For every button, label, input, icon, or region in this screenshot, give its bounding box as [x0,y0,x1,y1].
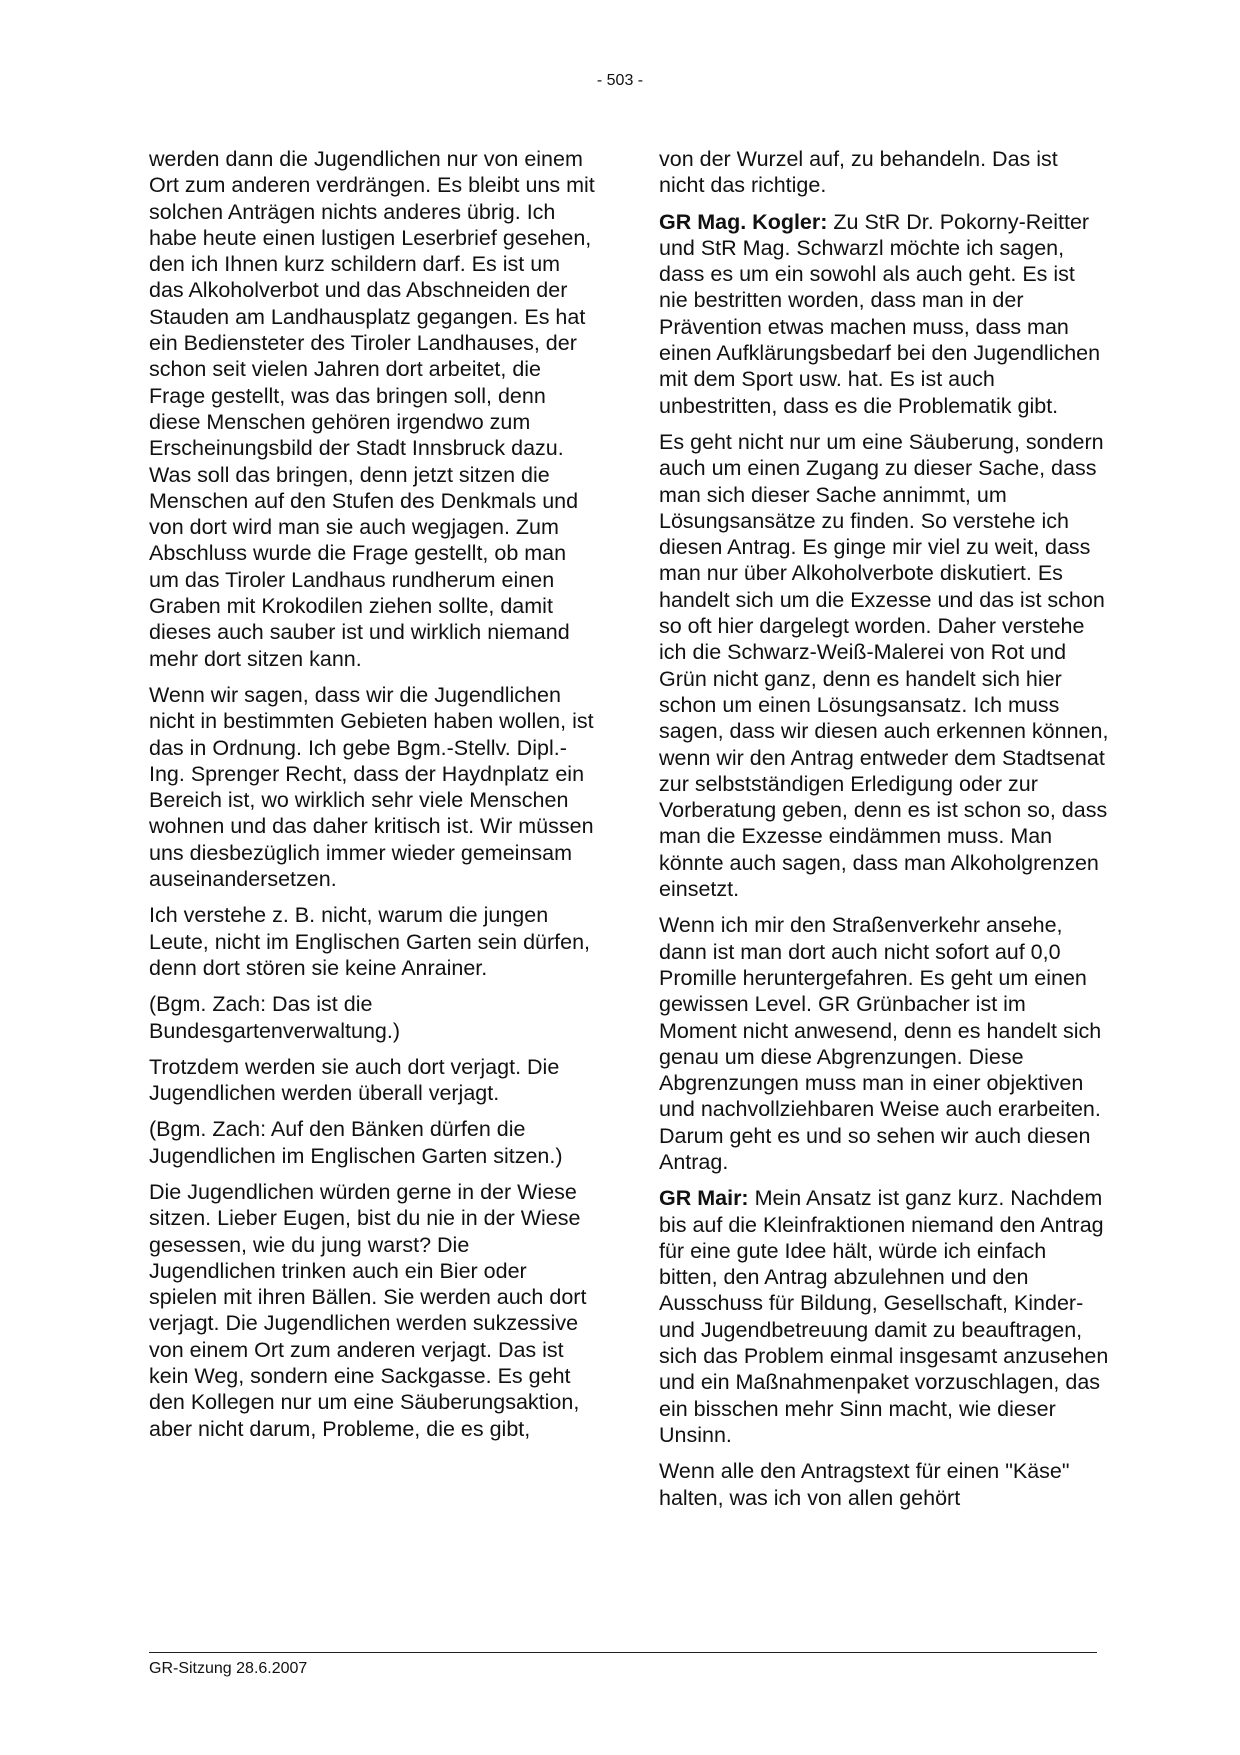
interjection: (Bgm. Zach: Auf den Bänken dürfen die Jugendlichen im Englischen Garten sitzen.) [149,1117,563,1168]
speaker-text: Mein Ansatz ist ganz kurz. Nachdem bis auf die Kleinfraktionen niemand den Antrag für eine gute Idee hält, würde ich einfach bitten, den Antrag abzulehnen und den Ausschuss für Bildung, Gesellschaft, Kinder- und Jugendbetreuung damit zu beauftragen, sich das Problem einmal insgesamt anzusehen und ein Maßnahmenpaket vorzuschlagen, das ein bisschen mehr Sinn macht, wie dieser Unsinn. [659,1186,1109,1447]
paragraph: von der Wurzel auf, zu behandeln. Das ist nicht das richtige. [659,147,1058,198]
speaker-paragraph [659,1185,1109,1448]
speaker-text: Zu StR Dr. Pokorny-Reitter und StR Mag. Schwarzl möchte ich sagen, dass es um ein sowohl als auch geht. Es ist nie bestritten worden, dass man in der Prävention etwas machen muss, dass man einen Aufklärungsbedarf bei den Jugendlichen mit dem Sport usw. hat. Es ist auch unbestritten, dass es die Problematik gibt. [659,209,1101,418]
paragraph: Ich verstehe z. B. nicht, warum die jungen Leute, nicht im Englischen Garten sein dürfen, denn dort stören sie keine Anrainer. [149,903,591,980]
paragraph: Wenn alle den Antragstext für einen "Käse" halten, was ich von allen gehört [659,1459,1070,1510]
paragraph: Trotzdem werden sie auch dort verjagt. Die Jugendlichen werden überall verjagt. [149,1054,560,1106]
right-column [659,146,1109,1521]
left-column [149,146,599,1452]
paragraph: Die Jugendlichen würden gerne in der Wiese sitzen. Lieber Eugen, bist du nie in der Wiese gesessen, wie du jung warst? Die Jugendlichen trinken auch ein Bier oder spielen mit ihren Bällen. Sie werden auch dort verjagt. Die Jugendlichen werden sukzessive von einem Ort zum anderen verjagt. Das ist kein Weg, sondern eine Sackgasse. Es geht den Kollegen nur um eine Säuberungsaktion, aber nicht darum, Probleme, die es gibt, [149,1179,587,1441]
paragraph: Wenn ich mir den Straßenverkehr ansehe, dann ist man dort auch nicht sofort auf 0,0 Promille heruntergefahren. Es geht um einen gewissen Level. GR Grünbacher ist im Moment nicht anwesend, denn es handelt sich genau um diese Abgrenzungen. Diese Abgrenzungen muss man in einer objektiven und nachvollziehbaren Weise auch erarbeiten. Darum geht es und so sehen wir auch diesen Antrag. [659,913,1102,1174]
page-number: - 503 - [596,72,644,89]
speaker-paragraph [659,209,1109,419]
footer-divider [149,1652,1097,1653]
interjection: (Bgm. Zach: Das ist die Bundesgartenverwaltung.) [149,992,400,1043]
speaker-name: GR Mag. Kogler: [659,209,828,234]
speaker-name: GR Mair: [659,1186,749,1211]
paragraph: Wenn wir sagen, dass wir die Jugendlichen nicht in bestimmten Gebieten haben wollen, ist das in Ordnung. Ich gebe Bgm.-Stellv. Dipl.-Ing. Sprenger Recht, dass der Haydnplatz ein Bereich ist, wo wirklich sehr viele Menschen wohnen und das daher kritisch ist. Wir müssen uns diesbezüglich immer wieder gemeinsam auseinandersetzen. [149,682,594,892]
footer-text: GR-Sitzung 28.6.2007 [149,1660,308,1677]
paragraph: werden dann die Jugendlichen nur von einem Ort zum anderen verdrängen. Es bleibt uns mit solchen Anträgen nichts anderes übrig. Ich habe heute einen lustigen Leserbrief gesehen, den ich Ihnen kurz schildern darf. Es ist um das Alkoholverbot und das Abschneiden der Stauden am Landhausplatz gegangen. Es hat ein Bediensteter des Tiroler Landhauses, der schon seit vielen Jahren dort arbeitet, die Frage gestellt, was das bringen soll, denn diese Menschen gehören irgendwo zum Erscheinungsbild der Stadt Innsbruck dazu. Was soll das bringen, denn jetzt sitzen die Menschen auf den Stufen des Denkmals und von dort wird man sie auch wegjagen. Zum Abschluss wurde die Frage gestellt, ob man um das Tiroler Landhaus rundherum einen Graben mit Krokodilen ziehen sollte, damit dieses auch sauber ist und wirklich niemand mehr dort sitzen kann. [149,147,595,671]
paragraph: Es geht nicht nur um eine Säuberung, sondern auch um einen Zugang zu dieser Sache, dass man sich dieser Sache annimmt, um Lösungsansätze zu finden. So verstehe ich diesen Antrag. Es ginge mir viel zu weit, dass man nur über Alkoholverbote diskutiert. Es handelt sich um die Exzesse und das ist schon so oft hier dargelegt worden. Daher verstehe ich die Schwarz-Weiß-Malerei von Rot und Grün nicht ganz, denn es handelt sich hier schon um einen Lösungsansatz. Ich muss sagen, dass wir diesen auch erkennen können, wenn wir den Antrag entweder dem Stadtsenat zur selbstständigen Erledigung oder zur Vorberatung geben, denn es ist schon so, dass man die Exzesse eindämmen muss. Man könnte auch sagen, dass man Alkoholgrenzen einsetzt. [659,429,1109,902]
